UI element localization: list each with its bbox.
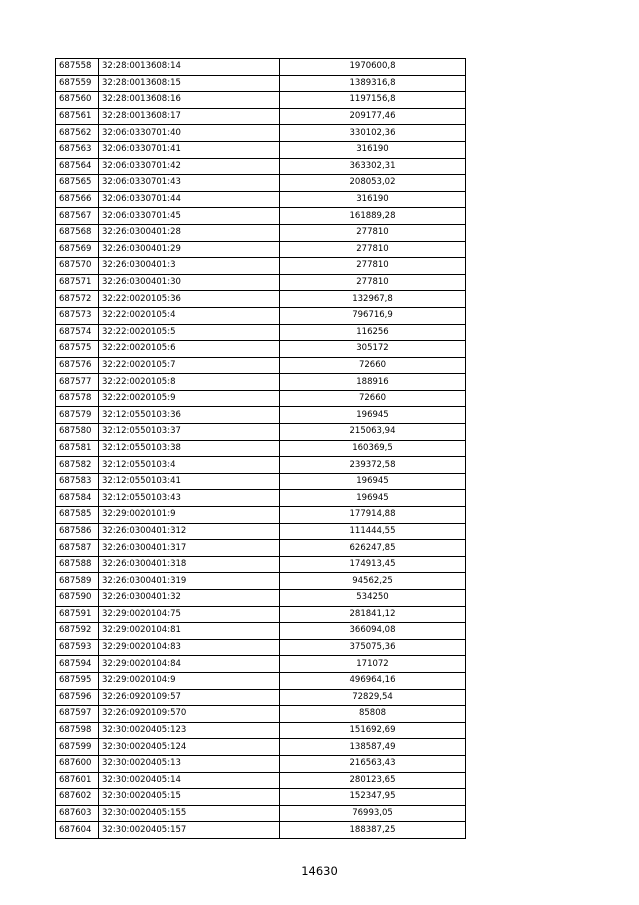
cadastral-value-cell: 174913,45 [280, 556, 466, 573]
table-row [56, 208, 466, 225]
cadastral-number-cell: 32:12:0550103:4 [99, 457, 280, 474]
cadastral-number-cell: 32:28:0013608:16 [99, 92, 280, 109]
cadastral-value-cell: 72660 [280, 357, 466, 374]
table-row [56, 706, 466, 723]
cadastral-value-cell: 239372,58 [280, 457, 466, 474]
table-row [56, 473, 466, 490]
row-id-cell: 687585 [56, 507, 99, 524]
table-row [56, 805, 466, 822]
table-row [56, 556, 466, 573]
cadastral-value-cell: 216563,43 [280, 755, 466, 772]
table-row [56, 324, 466, 341]
cadastral-value-cell: 1389316,8 [280, 75, 466, 92]
cadastral-number-cell: 32:26:0300401:30 [99, 274, 280, 291]
table-row [56, 540, 466, 557]
cadastral-number-cell: 32:06:0330701:44 [99, 191, 280, 208]
cadastral-number-cell: 32:22:0020105:6 [99, 341, 280, 358]
row-id-cell: 687590 [56, 590, 99, 607]
row-id-cell: 687576 [56, 357, 99, 374]
cadastral-number-cell: 32:22:0020105:36 [99, 291, 280, 308]
cadastral-value-cell: 277810 [280, 224, 466, 241]
cadastral-value-cell: 94562,25 [280, 573, 466, 590]
cadastral-number-cell: 32:30:0020405:15 [99, 789, 280, 806]
row-id-cell: 687582 [56, 457, 99, 474]
cadastral-value-cell: 277810 [280, 274, 466, 291]
cadastral-number-cell: 32:22:0020105:4 [99, 307, 280, 324]
cadastral-number-cell: 32:26:0300401:29 [99, 241, 280, 258]
table-row [56, 241, 466, 258]
cadastral-number-cell: 32:30:0020405:14 [99, 772, 280, 789]
cadastral-number-cell: 32:12:0550103:37 [99, 424, 280, 441]
cadastral-number-cell: 32:12:0550103:41 [99, 473, 280, 490]
row-id-cell: 687571 [56, 274, 99, 291]
table-row [56, 639, 466, 656]
row-id-cell: 687581 [56, 440, 99, 457]
row-id-cell: 687558 [56, 59, 99, 76]
row-id-cell: 687596 [56, 689, 99, 706]
cadastral-value-cell: 138587,49 [280, 739, 466, 756]
table-row [56, 92, 466, 109]
cadastral-value-cell: 188916 [280, 374, 466, 391]
cadastral-value-cell: 188387,25 [280, 822, 466, 839]
cadastral-value-cell: 375075,36 [280, 639, 466, 656]
cadastral-value-cell: 215063,94 [280, 424, 466, 441]
cadastral-value-cell: 1197156,8 [280, 92, 466, 109]
cadastral-value-cell: 796716,9 [280, 307, 466, 324]
table-row [56, 440, 466, 457]
table-row [56, 623, 466, 640]
row-id-cell: 687569 [56, 241, 99, 258]
cadastral-number-cell: 32:26:0300401:3 [99, 258, 280, 275]
row-id-cell: 687599 [56, 739, 99, 756]
cadastral-value-cell: 534250 [280, 590, 466, 607]
cadastral-number-cell: 32:06:0330701:41 [99, 141, 280, 158]
table-row [56, 457, 466, 474]
row-id-cell: 687565 [56, 175, 99, 192]
cadastral-value-cell: 277810 [280, 241, 466, 258]
cadastral-value-cell: 161889,28 [280, 208, 466, 225]
cadastral-number-cell: 32:26:0920109:570 [99, 706, 280, 723]
table-row [56, 125, 466, 142]
row-id-cell: 687573 [56, 307, 99, 324]
cadastral-number-cell: 32:26:0920109:57 [99, 689, 280, 706]
table-row [56, 291, 466, 308]
table-row [56, 689, 466, 706]
row-id-cell: 687567 [56, 208, 99, 225]
cadastral-number-cell: 32:28:0013608:17 [99, 108, 280, 125]
row-id-cell: 687598 [56, 722, 99, 739]
row-id-cell: 687602 [56, 789, 99, 806]
cadastral-number-cell: 32:26:0300401:32 [99, 590, 280, 607]
cadastral-value-cell: 330102,36 [280, 125, 466, 142]
cadastral-value-cell: 177914,88 [280, 507, 466, 524]
row-id-cell: 687587 [56, 540, 99, 557]
table-row [56, 656, 466, 673]
cadastral-value-cell: 316190 [280, 141, 466, 158]
table-row [56, 573, 466, 590]
row-id-cell: 687579 [56, 407, 99, 424]
cadastral-number-cell: 32:06:0330701:43 [99, 175, 280, 192]
row-id-cell: 687561 [56, 108, 99, 125]
cadastral-value-cell: 171072 [280, 656, 466, 673]
cadastral-number-cell: 32:29:0020104:75 [99, 606, 280, 623]
row-id-cell: 687572 [56, 291, 99, 308]
cadastral-number-cell: 32:26:0300401:318 [99, 556, 280, 573]
cadastral-value-cell: 72829,54 [280, 689, 466, 706]
row-id-cell: 687604 [56, 822, 99, 839]
row-id-cell: 687589 [56, 573, 99, 590]
table-row [56, 59, 466, 76]
cadastral-number-cell: 32:12:0550103:36 [99, 407, 280, 424]
cadastral-number-cell: 32:29:0020104:84 [99, 656, 280, 673]
cadastral-value-cell: 496964,16 [280, 672, 466, 689]
row-id-cell: 687591 [56, 606, 99, 623]
cadastral-number-cell: 32:12:0550103:38 [99, 440, 280, 457]
cadastral-number-cell: 32:06:0330701:45 [99, 208, 280, 225]
cadastral-number-cell: 32:26:0300401:312 [99, 523, 280, 540]
cadastral-number-cell: 32:30:0020405:13 [99, 755, 280, 772]
row-id-cell: 687574 [56, 324, 99, 341]
cadastral-number-cell: 32:30:0020405:123 [99, 722, 280, 739]
row-id-cell: 687570 [56, 258, 99, 275]
cadastral-value-cell: 151692,69 [280, 722, 466, 739]
row-id-cell: 687583 [56, 473, 99, 490]
table-row [56, 424, 466, 441]
row-id-cell: 687588 [56, 556, 99, 573]
cadastral-number-cell: 32:30:0020405:124 [99, 739, 280, 756]
table-row [56, 258, 466, 275]
cadastral-value-cell: 196945 [280, 407, 466, 424]
cadastral-number-cell: 32:22:0020105:8 [99, 374, 280, 391]
cadastral-value-cell: 626247,85 [280, 540, 466, 557]
row-id-cell: 687592 [56, 623, 99, 640]
table-row [56, 390, 466, 407]
table-row [56, 274, 466, 291]
table-row [56, 822, 466, 839]
cadastral-value-cell: 85808 [280, 706, 466, 723]
cadastral-number-cell: 32:28:0013608:15 [99, 75, 280, 92]
cadastre-value-table [55, 58, 466, 839]
cadastral-value-cell: 76993,05 [280, 805, 466, 822]
cadastral-number-cell: 32:06:0330701:40 [99, 125, 280, 142]
table-row [56, 158, 466, 175]
cadastral-number-cell: 32:22:0020105:9 [99, 390, 280, 407]
cadastral-value-cell: 305172 [280, 341, 466, 358]
row-id-cell: 687577 [56, 374, 99, 391]
cadastral-value-cell: 280123,65 [280, 772, 466, 789]
table-row [56, 108, 466, 125]
row-id-cell: 687562 [56, 125, 99, 142]
row-id-cell: 687563 [56, 141, 99, 158]
cadastral-value-cell: 316190 [280, 191, 466, 208]
cadastral-number-cell: 32:26:0300401:317 [99, 540, 280, 557]
row-id-cell: 687584 [56, 490, 99, 507]
table-row [56, 507, 466, 524]
cadastral-number-cell: 32:29:0020104:81 [99, 623, 280, 640]
table-body [56, 59, 466, 839]
cadastral-value-cell: 209177,46 [280, 108, 466, 125]
cadastral-value-cell: 152347,95 [280, 789, 466, 806]
cadastral-number-cell: 32:06:0330701:42 [99, 158, 280, 175]
cadastral-number-cell: 32:30:0020405:155 [99, 805, 280, 822]
table-row [56, 722, 466, 739]
table-row [56, 75, 466, 92]
row-id-cell: 687566 [56, 191, 99, 208]
table-row [56, 357, 466, 374]
cadastral-value-cell: 281841,12 [280, 606, 466, 623]
table-row [56, 224, 466, 241]
table-row [56, 672, 466, 689]
row-id-cell: 687578 [56, 390, 99, 407]
cadastral-value-cell: 196945 [280, 490, 466, 507]
cadastral-value-cell: 196945 [280, 473, 466, 490]
row-id-cell: 687580 [56, 424, 99, 441]
cadastral-number-cell: 32:26:0300401:28 [99, 224, 280, 241]
row-id-cell: 687601 [56, 772, 99, 789]
row-id-cell: 687560 [56, 92, 99, 109]
cadastral-value-cell: 277810 [280, 258, 466, 275]
table-row [56, 307, 466, 324]
cadastral-number-cell: 32:29:0020101:9 [99, 507, 280, 524]
table-row [56, 374, 466, 391]
cadastral-number-cell: 32:22:0020105:5 [99, 324, 280, 341]
row-id-cell: 687564 [56, 158, 99, 175]
cadastral-value-cell: 116256 [280, 324, 466, 341]
table-row [56, 606, 466, 623]
row-id-cell: 687568 [56, 224, 99, 241]
cadastral-value-cell: 72660 [280, 390, 466, 407]
table-row [56, 141, 466, 158]
page-number: 14630 [301, 864, 338, 878]
row-id-cell: 687595 [56, 672, 99, 689]
table-row [56, 590, 466, 607]
table-row [56, 523, 466, 540]
table-row [56, 772, 466, 789]
cadastral-number-cell: 32:30:0020405:157 [99, 822, 280, 839]
table-row [56, 789, 466, 806]
cadastral-number-cell: 32:12:0550103:43 [99, 490, 280, 507]
table-row [56, 490, 466, 507]
cadastral-number-cell: 32:28:0013608:14 [99, 59, 280, 76]
cadastral-number-cell: 32:26:0300401:319 [99, 573, 280, 590]
cadastral-value-cell: 160369,5 [280, 440, 466, 457]
row-id-cell: 687575 [56, 341, 99, 358]
cadastral-number-cell: 32:29:0020104:9 [99, 672, 280, 689]
row-id-cell: 687593 [56, 639, 99, 656]
cadastral-value-cell: 1970600,8 [280, 59, 466, 76]
table-row [56, 341, 466, 358]
cadastral-value-cell: 111444,55 [280, 523, 466, 540]
row-id-cell: 687597 [56, 706, 99, 723]
row-id-cell: 687603 [56, 805, 99, 822]
table-row [56, 175, 466, 192]
cadastral-number-cell: 32:22:0020105:7 [99, 357, 280, 374]
table-row [56, 755, 466, 772]
cadastral-value-cell: 366094,08 [280, 623, 466, 640]
cadastral-value-cell: 363302,31 [280, 158, 466, 175]
row-id-cell: 687586 [56, 523, 99, 540]
row-id-cell: 687600 [56, 755, 99, 772]
row-id-cell: 687594 [56, 656, 99, 673]
row-id-cell: 687559 [56, 75, 99, 92]
table-row [56, 739, 466, 756]
table-row [56, 407, 466, 424]
cadastral-value-cell: 132967,8 [280, 291, 466, 308]
cadastral-value-cell: 208053,02 [280, 175, 466, 192]
table-row [56, 191, 466, 208]
cadastral-number-cell: 32:29:0020104:83 [99, 639, 280, 656]
